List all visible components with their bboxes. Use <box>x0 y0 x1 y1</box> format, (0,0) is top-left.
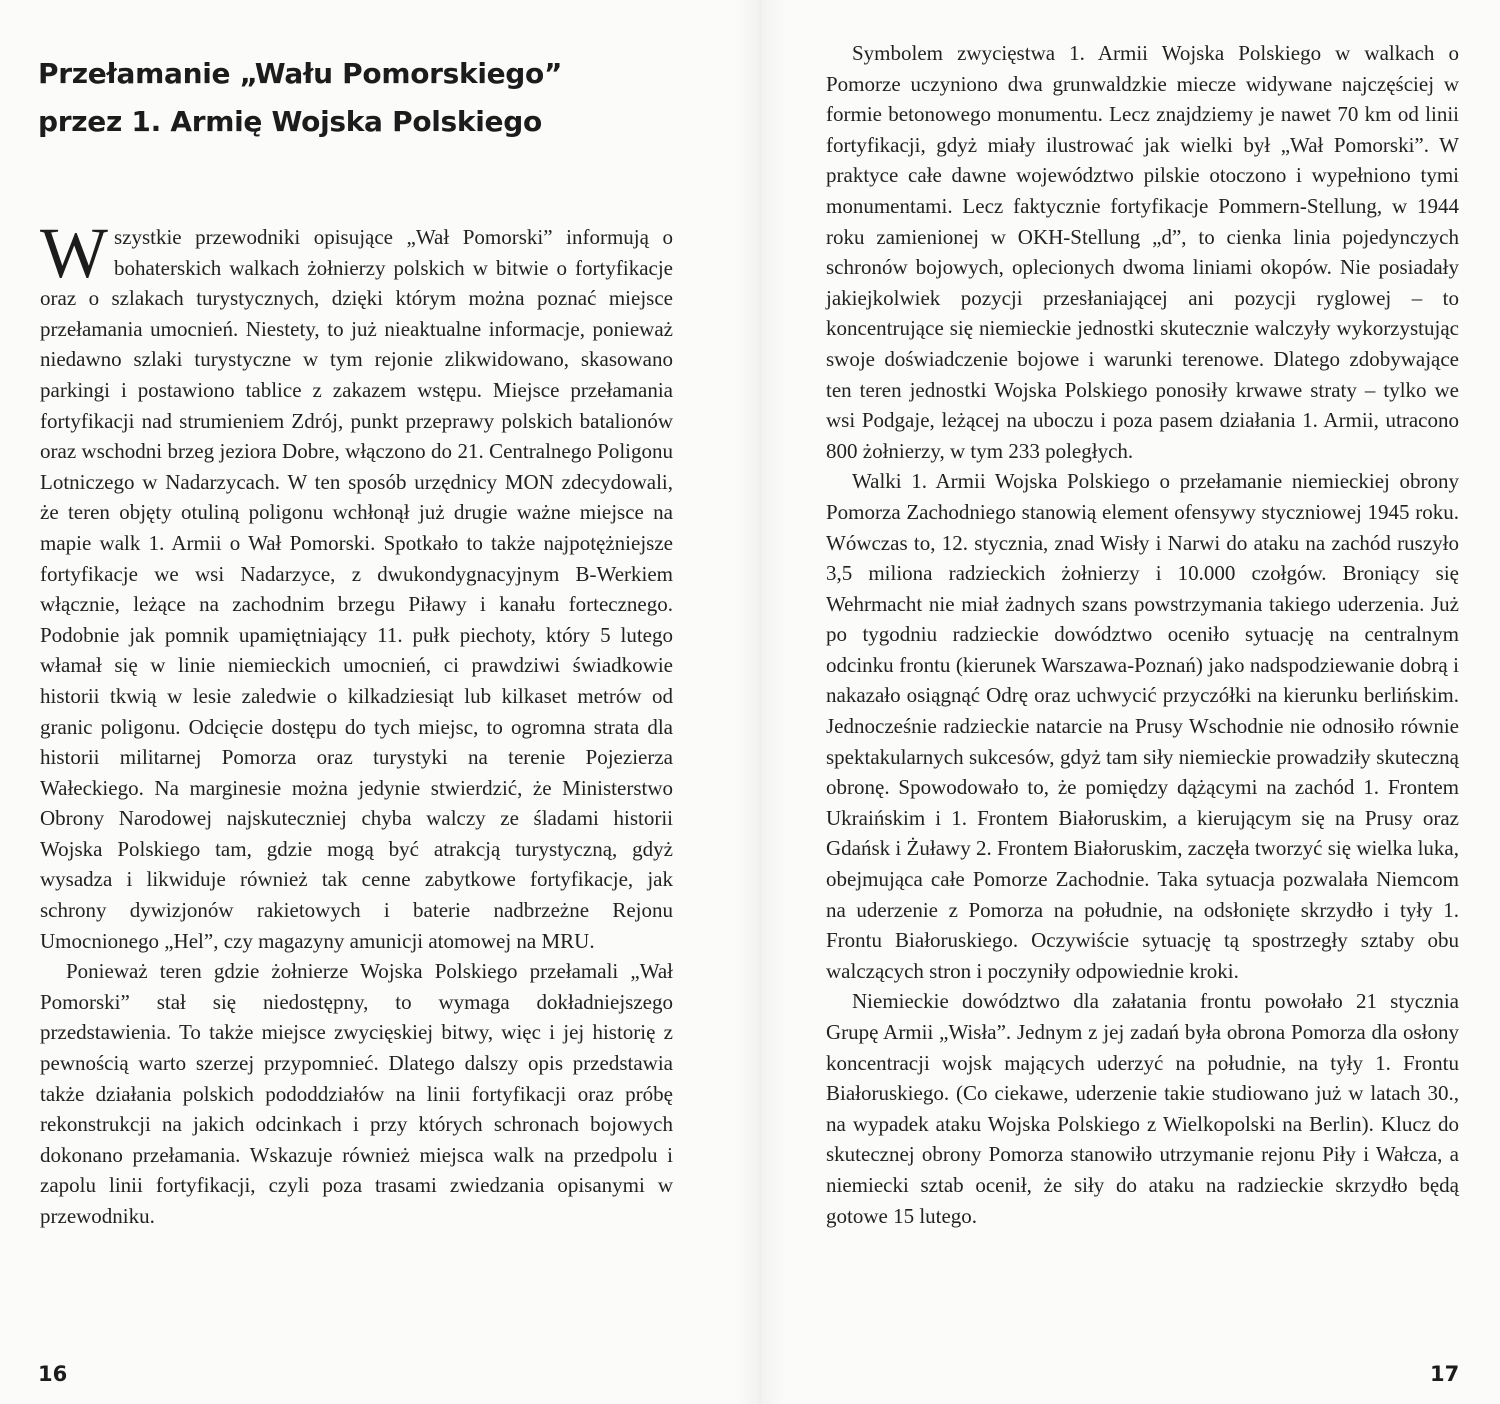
right-page <box>760 0 1500 1404</box>
left-page-body <box>40 213 673 1232</box>
chapter-title-line-1: Przełamanie „Wału Pomorskiego” <box>38 57 563 90</box>
left-paragraph-1-text: szystkie przewodniki opisujące „Wał Pomorski” informują o bohaterskich walkach żołnierzy polskich w bitwie o fortyfikacje oraz o szlakach turystycznych, dzięki którym można poznać miejsce przełamania umocnień. Niestety, to już nieaktualne informacje, ponieważ niedawno szlaki turystyczne w tym rejonie zlikwidowano, skasowano parkingi i postawiono tablice z zakazem wstępu. Miejsce przełamania fortyfikacji nad strumieniem Zdrój, punkt przeprawy polskich batalionów oraz wschodni brzeg jeziora Dobre, włączono do 21. Centralnego Poligonu Lotniczego w Nadarzycach. W ten sposób urzędnicy MON zdecydowali, że teren objęty otuliną poligonu wchłonął już drugie ważne miejsce na mapie walk 1. Armii o Wał Pomorski. Spotkało to także najpotężniejsze fortyfikacje we wsi Nadarzyce, z dwukondygnacyjnym B-Werkiem włącznie, leżące na zachodnim brzegu Piławy i kanału fortecznego. Podobnie jak pomnik upamiętniający 11. pułk piechoty, który 5 lutego włamał się w linie niemieckich umocnień, ci prawdziwi świadkowie historii tkwią w lesie zaledwie o kilkadziesiąt lub kilkaset metrów od granic poligonu. Odcięcie dostępu do tych miejsc, to ogromna strata dla historii militarnej Pomorza oraz turystyki na terenie Pojezierza Wałeckiego. Na marginesie można jedynie stwierdzić, że Ministerstwo Obrony Narodowej najskuteczniej chyba walczy ze śladami historii Wojska Polskiego tam, gdzie mogą być atrakcją turystyczną, gdyż wysadza i likwiduje również tak cenne zabytkowe fortyfikacje, jak schrony dywizjonów rakietowych i baterie nadbrzeżne Rejonu Umocnionego „Hel”, czy magazyny amunicji atomowej na MRU. <box>40 225 673 953</box>
chapter-title <box>38 50 718 146</box>
right-paragraph-3: Niemieckie dowództwo dla załatania frontu powołało 21 stycznia Grupę Armii „Wisła”. Jednym z jej zadań była obrona Pomorza dla osłony koncentracji wojsk mających uderzyć na południe, na tyły 1. Frontu Białoruskiego. (Co ciekawe, uderzenie takie studiowano już w latach 30., na wypadek ataku Wojska Polskiego z Wielkopolski na Berlin). Klucz do skutecznej obrony Pomorza stanowiło utrzymanie rejonu Piły i Wałcza, a niemiecki sztab ocenił, że siły do ataku na radzieckie skrzydło będą gotowe 15 lutego. <box>826 989 1459 1228</box>
right-page-body <box>826 38 1459 1231</box>
page-number-left: 16 <box>38 1362 68 1386</box>
right-paragraph-2: Walki 1. Armii Wojska Polskiego o przełamanie niemieckiej obrony Pomorza Zachodniego stanowią element ofensywy styczniowej 1945 roku. Wówczas to, 12. stycznia, znad Wisły i Narwi do ataku na zachód ruszyło 3,5 miliona radzieckich żołnierzy i 10.000 czołgów. Broniący się Wehrmacht nie miał żadnych szans powstrzymania takiego uderzenia. Już po tygodniu radzieckie dowództwo oceniło sytuację na centralnym odcinku frontu (kierunek Warszawa-Poznań) jako nadspodziewanie dobrą i nakazało osiągnąć Odrę oraz uchwycić przyczółki na kierunku berlińskim. Jednocześnie radzieckie natarcie na Prusy Wschodnie nie odnosiło równie spektakularnych sukcesów, gdyż tam siły niemieckie prowadziły skuteczną obronę. Spowodowało to, że pomiędzy dążącymi na zachód 1. Frontem Ukraińskim i 1. Frontem Białoruskim, a kierującym się na Prusy oraz Gdańsk i Żuławy 2. Frontem Białoruskim, zaczęła tworzyć się wielka luka, obejmująca całe Pomorze Zachodnie. Taka sytuacja pozwalała Niemcom na uderzenie z Pomorza na południe, na odsłonięte skrzydło i tyły 1. Frontu Białoruskiego. Oczywiście sytuację tą spostrzegły sztaby obu walczących stron i poczyniły odpowiednie kroki. <box>826 469 1459 983</box>
left-page <box>0 0 745 1404</box>
drop-cap: W <box>40 213 108 293</box>
left-paragraph-1 <box>40 213 673 956</box>
left-paragraph-2: Ponieważ teren gdzie żołnierze Wojska Polskiego przełamali „Wał Pomorski” stał się niedostępny, to wymaga dokładniejszego przedstawienia. To także miejsce zwycięskiej bitwy, więc i jej historię z pewnością warto szerzej przypomnieć. Dlatego dalszy opis przedstawia także działania polskich pododdziałów na linii fortyfikacji oraz próbę rekonstrukcji na jakich odcinkach i przy których schronach bojowych dokonano przełamania. Wskazuje również miejsca walk na przedpolu i zapolu linii fortyfikacji, czyli poza trasami zwiedzania opisanymi w przewodniku. <box>40 959 673 1228</box>
right-paragraph-1: Symbolem zwycięstwa 1. Armii Wojska Polskiego w walkach o Pomorze uczyniono dwa grunwaldzkie miecze widywane najczęściej w formie betonowego monumentu. Lecz znajdziemy je nawet 70 km od linii fortyfikacji, gdyż miały ilustrować jak wielki był „Wał Pomorski”. W praktyce całe dawne województwo pilskie otoczono i wypełniono tymi monumentami. Lecz faktycznie fortyfikacje Pommern-Stellung, w 1944 roku zamienionej w OKH-Stellung „d”, to cienka linia pojedynczych schronów bojowych, oplecionych dwoma liniami okopów. Nie posiadały jakiejkolwiek pozycji przesłaniającej ani pozycji ryglowej – to koncentrujące się niemieckie jednostki skutecznie walczyły wykorzystując swoje doświadczenie bojowe i warunki terenowe. Dlatego zdobywające ten teren jednostki Wojska Polskiego ponosiły krwawe straty – tylko we wsi Podgaje, leżącej na uboczu i poza pasem działania 1. Armii, utracono 800 żołnierzy, w tym 233 poległych. <box>826 41 1459 463</box>
chapter-title-line-2: przez 1. Armię Wojska Polskiego <box>38 105 542 138</box>
page-number-right: 17 <box>1430 1362 1460 1386</box>
